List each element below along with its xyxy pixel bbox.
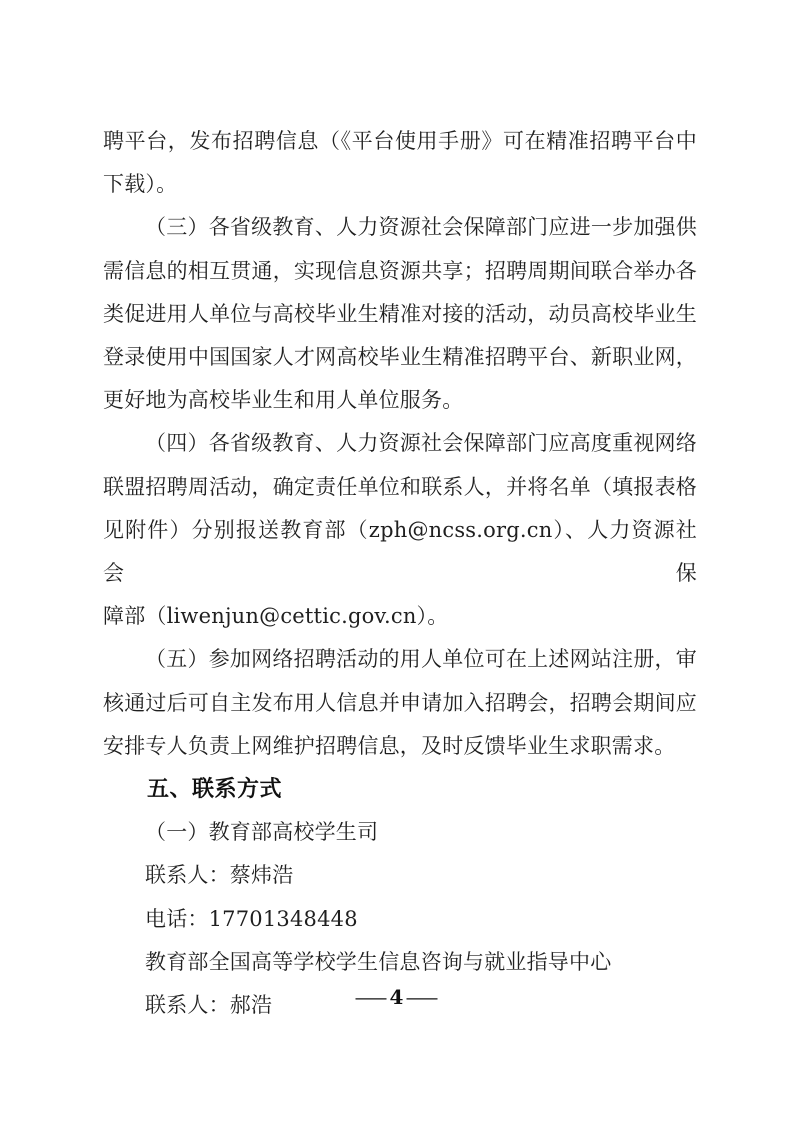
body-line: 核通过后可自主发布用人信息并申请加入招聘会，招聘会期间应: [103, 690, 697, 715]
page-number: 4: [389, 985, 404, 1009]
contact-org-line: 教育部全国高等学校学生信息咨询与就业指导中心: [145, 949, 612, 974]
body-line: （四）各省级教育、人力资源社会保障部门应高度重视网络: [145, 431, 697, 456]
body-line: 下载）。: [103, 172, 178, 197]
body-line: 障部（liwenjun@cettic.gov.cn）。: [103, 604, 449, 629]
body-line: 登录使用中国国家人才网高校毕业生精准招聘平台、新职业网，: [103, 345, 697, 370]
body-line: 联盟招聘周活动，确定责任单位和联系人，并将名单（填报表格: [103, 474, 697, 499]
section-heading-contact-info: 五、联系方式: [147, 777, 283, 803]
contact-person-line: 联系人：郝浩: [145, 993, 273, 1018]
footer-dash-right: —: [405, 985, 440, 1009]
body-line: 聘平台，发布招聘信息（《平台使用手册》可在精准招聘平台中: [103, 129, 697, 153]
paragraph-item-four: [103, 422, 697, 638]
contact-person-line: 联系人：蔡炜浩: [145, 863, 294, 888]
page-footer: [0, 985, 793, 1009]
paragraph-continued: [103, 120, 697, 206]
body-line: 需信息的相互贯通，实现信息资源共享；招聘周期间联合举办各: [103, 258, 697, 283]
body-line: 安排专人负责上网维护招聘信息，及时反馈毕业生求职需求。: [103, 733, 676, 758]
contact-org-line: （一）教育部高校学生司: [145, 820, 379, 845]
paragraph-item-three: [103, 206, 697, 422]
body-line: （三）各省级教育、人力资源社会保障部门应进一步加强供: [145, 215, 697, 240]
body-line: （五）参加网络招聘活动的用人单位可在上述网站注册，审: [145, 647, 697, 672]
body-line: 见附件）分别报送教育部（zph@ncss.org.cn）、人力资源社会保: [103, 517, 697, 586]
body-line: 类促进用人单位与高校毕业生精准对接的活动，动员高校毕业生: [103, 301, 697, 326]
paragraph-item-five: [103, 638, 697, 768]
contact-phone-line: 电话：17701348448: [145, 906, 358, 931]
document-body: [103, 120, 697, 1027]
body-line: 更好地为高校毕业生和用人单位服务。: [103, 388, 464, 413]
footer-dash-left: —: [353, 985, 388, 1009]
